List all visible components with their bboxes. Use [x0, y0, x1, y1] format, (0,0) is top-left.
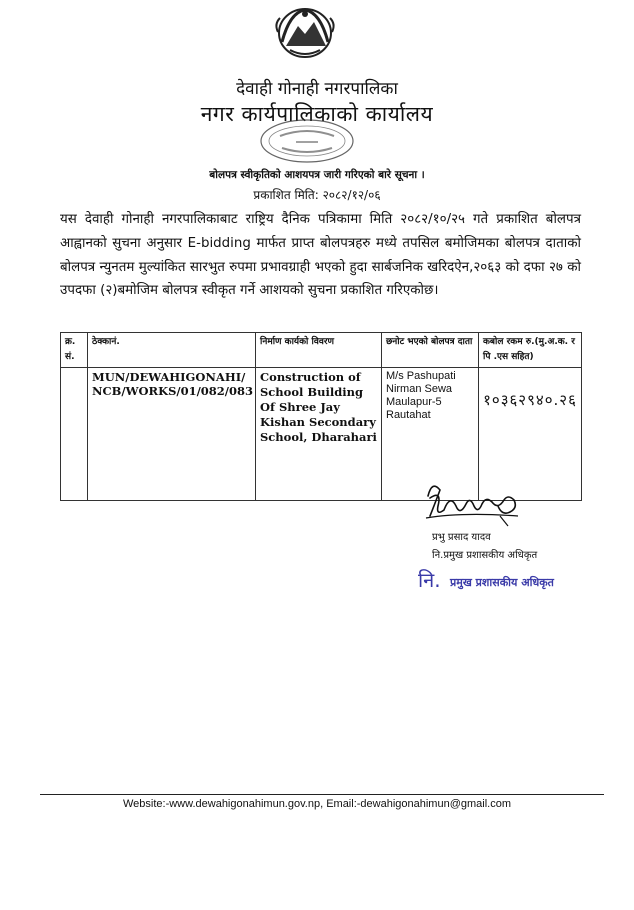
office-name: नगर कार्यपालिकाको कार्यालय [200, 102, 434, 126]
cell-amount: १०३६२९४०.२६ [479, 368, 582, 501]
footer-divider [40, 794, 604, 795]
signatory-title: नि.प्रमुख प्रशासकीय अधिकृत [432, 550, 538, 561]
cell-contract-no: MUN/DEWAHIGONAHI/ NCB/WORKS/01/082/083 [88, 368, 256, 501]
header-work-description: निर्माण कार्यको विवरण [256, 333, 382, 368]
office-stamp-icon [258, 118, 356, 164]
municipality-name: देवाही गोनाही नगरपालिका [236, 79, 398, 99]
notice-subject: बोलपत्र स्वीकृतिको आशयपत्र जारी गरिएको बारे सूचना । [209, 169, 425, 181]
published-date: प्रकाशित मिति: २०८२/१२/०६ [253, 188, 381, 202]
header-contract-no: ठेक्कानं. [88, 333, 256, 368]
seal-prefix: नि. [418, 568, 441, 592]
footer-contact: Website:-www.dewahigonahimun.gov.np, Email:-dewahigonahimun@gmail.com [122, 798, 511, 810]
handwritten-signature [422, 476, 522, 528]
cell-sn [61, 368, 88, 501]
cell-work-description: Construction of School Building Of Shree Jay Kishan Secondary School, Dharahari [256, 368, 382, 501]
header-amount: कबोल रकम रु.(मु.अ.क. र पि .एस सहित) [479, 333, 582, 368]
seal-title: प्रमुख प्रशासकीय अधिकृत [450, 576, 554, 589]
nepal-emblem-icon [270, 2, 340, 64]
header-bidder: छनोट भएको बोलपत्र दाता [382, 333, 479, 368]
cell-bidder: M/s Pashupati Nirman Sewa Maulapur-5 Rautahat [382, 368, 479, 501]
signatory-name: प्रभु प्रसाद यादव [432, 532, 491, 543]
table-header-row [61, 333, 582, 368]
header-sn: क्र. सं. [61, 333, 88, 368]
notice-body: यस देवाही गोनाही नगरपालिकाबाट राष्ट्रिय दैनिक पत्रिकामा मिति २०८२/१०/२५ गते प्रकाशित बोलपत्र आह्वानको सुचना अनुसार E-bidding मार्फत प्राप्त बोलपत्रहरु मध्ये तपसिल बमोजिमका बोलपत्र दाताको बोलपत्र न्युनतम मुल्यांकित सारभुत रुपमा प्रभावग्राही भएको हुदा सार्बजनिक खरिदऐन,२०६३ को दफा २७ को उपदफा (२)बमोजिम बोलपत्र स्वीकृत गर्ने आशयको सुचना प्रकाशित गरिएकोछ। [60, 212, 581, 299]
